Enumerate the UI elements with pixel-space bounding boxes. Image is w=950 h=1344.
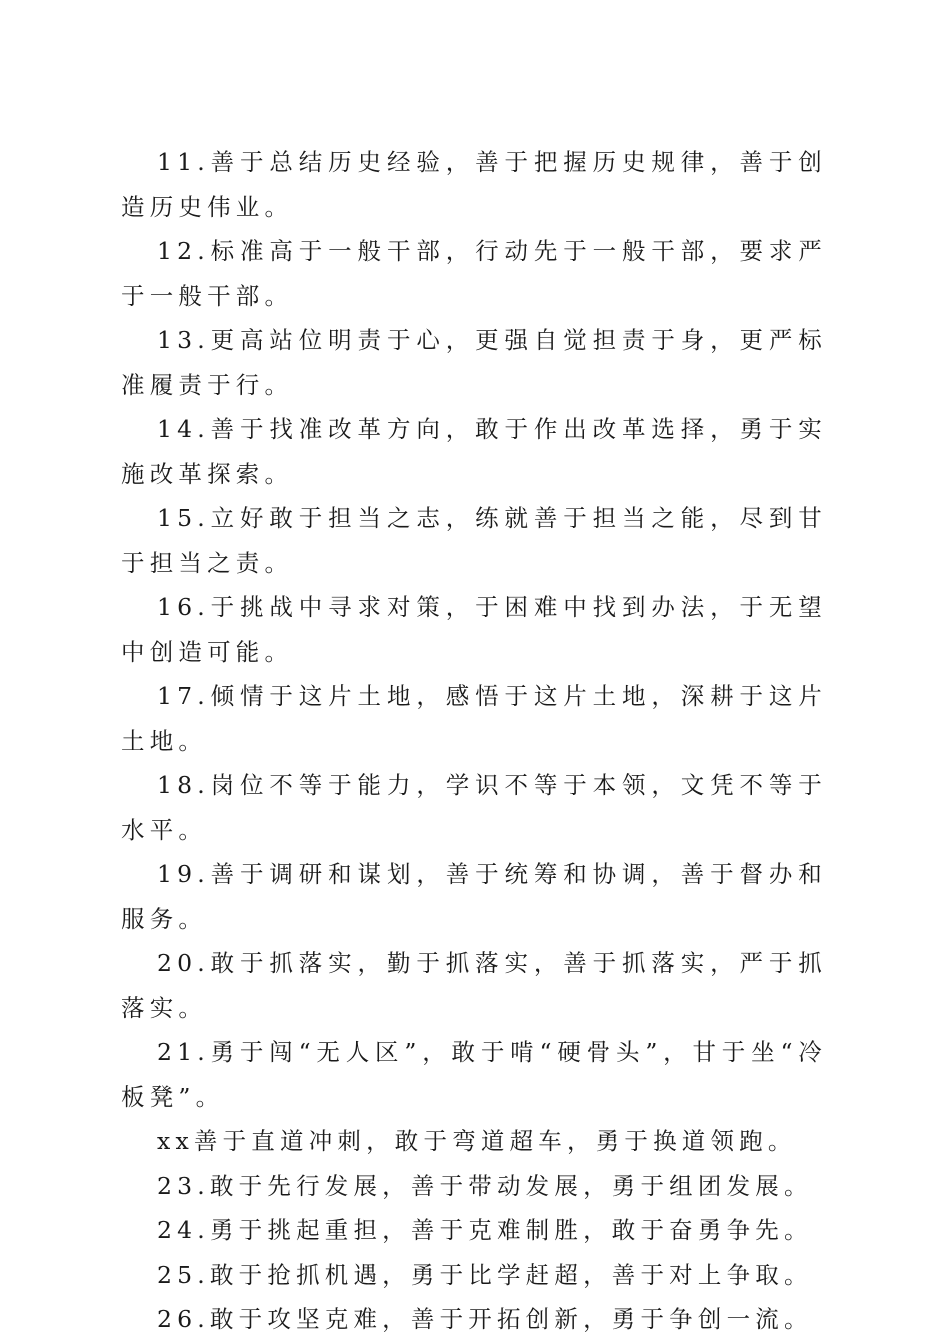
list-item: 26.敢于攻坚克难，善于开拓创新，勇于争创一流。 [157, 1305, 813, 1333]
list-item: 25.敢于抢抓机遇，勇于比学赶超，善于对上争取。 [157, 1260, 813, 1289]
list-item: 24.勇于挑起重担，善于克难制胜，敢于奋勇争先。 [157, 1216, 813, 1244]
list-item: 15.立好敢于担当之志，练就善于担当之能，尽到甘于担当之责。 [121, 504, 827, 577]
list-item: 19.善于调研和谋划，善于统筹和协调，善于督办和服务。 [121, 860, 827, 933]
list-item: 16.于挑战中寻求对策，于困难中找到办法，于无望中创造可能。 [121, 593, 827, 666]
list-item: 11.善于总结历史经验，善于把握历史规律，善于创造历史伟业。 [121, 148, 827, 221]
list-item: 12.标准高于一般干部，行动先于一般干部，要求严于一般干部。 [121, 237, 827, 310]
list-item: 20.敢于抓落实，勤于抓落实，善于抓落实，严于抓落实。 [121, 949, 827, 1022]
document-body [121, 140, 827, 1342]
list-item: 14.善于找准改革方向，敢于作出改革选择，勇于实施改革探索。 [121, 415, 827, 488]
list-item: xx善于直道冲刺，敢于弯道超车，勇于换道领跑。 [157, 1127, 797, 1155]
list-item: 18.岗位不等于能力，学识不等于本领，文凭不等于水平。 [121, 771, 827, 844]
list-item: 17.倾情于这片土地，感悟于这片土地，深耕于这片土地。 [121, 682, 827, 755]
list-item: 13.更高站位明责于心，更强自觉担责于身，更严标准履责于行。 [121, 326, 827, 399]
list-item: 21.勇于闯“无人区”，敢于啃“硬骨头”，甘于坐“冷板凳”。 [121, 1038, 827, 1111]
list-item: 23.敢于先行发展，善于带动发展，勇于组团发展。 [157, 1171, 813, 1200]
